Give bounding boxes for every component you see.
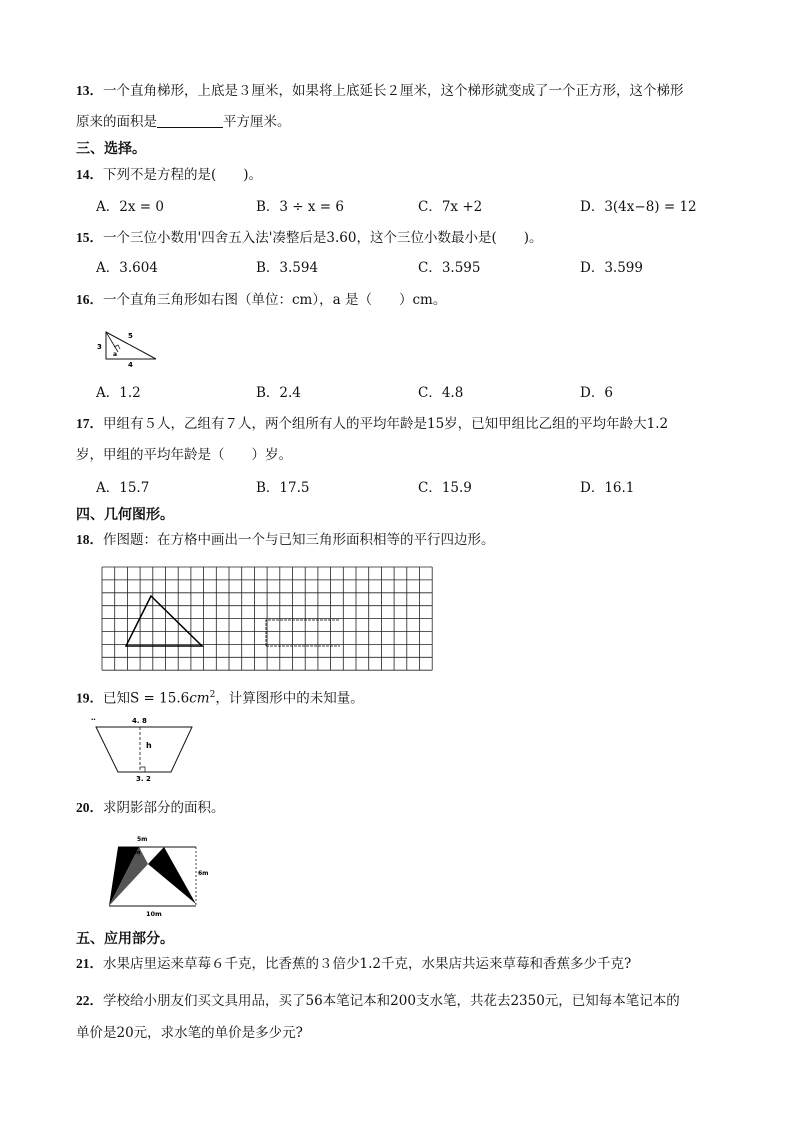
q17-option-b[interactable]: B．17.5 xyxy=(256,480,310,496)
q15-option-b[interactable]: B．3.594 xyxy=(256,260,319,276)
q16-option-b[interactable]: B．2.4 xyxy=(256,385,301,401)
q14-option-b[interactable]: B．3 ÷ x = 6 xyxy=(256,199,345,215)
q17-option-a[interactable]: A．15.7 xyxy=(96,480,150,496)
q14-number: 14． xyxy=(76,167,103,182)
q16-label-left: 3 xyxy=(97,343,102,351)
q16-option-d[interactable]: D．6 xyxy=(580,385,613,401)
q13-line2: 原来的面积是 平方厘米。 xyxy=(76,114,291,130)
section-5-heading: 五、应用部分。 xyxy=(76,931,174,947)
q19-label-bottom: 3. 2 xyxy=(136,775,151,783)
q15-number: 15． xyxy=(76,230,103,245)
q19-trapezoid-figure xyxy=(88,714,198,784)
section-3-heading: 三、选择。 xyxy=(76,141,146,157)
q16-stem: 16．一个直角三角形如右图（单位：cm），a 是（ ）cm。 xyxy=(76,292,447,308)
section-4-heading: 四、几何图形。 xyxy=(76,507,174,523)
q20-number: 20． xyxy=(76,800,103,815)
q16-triangle-figure xyxy=(90,326,170,368)
q19-label-h: h xyxy=(146,741,152,750)
q19-label-top: 4. 8 xyxy=(132,717,147,725)
q17-line1: 17．甲组有５人，乙组有７人，两个组所有人的平均年龄是15岁，已知甲组比乙组的平均年龄大1.2 xyxy=(76,416,669,432)
q17-number: 17． xyxy=(76,416,103,431)
q21-stem: 21．水果店里运来草莓６千克，比香蕉的３倍少1.2千克，水果店共运来草莓和香蕉多少千克? xyxy=(76,956,632,972)
q14-stem: 14．下列不是方程的是( )。 xyxy=(76,167,263,183)
q20-label-inner: 2m xyxy=(131,850,141,856)
q20-shaded-figure xyxy=(104,832,216,920)
q18-dashed-guide xyxy=(266,620,340,646)
q19-corner-mark: ‥ xyxy=(91,714,96,722)
q22-line2: 单价是20元，求水笔的单价是多少元? xyxy=(76,1025,303,1041)
q14-option-c[interactable]: C．7x +2 xyxy=(418,199,483,215)
q20-stem: 20．求阴影部分的面积。 xyxy=(76,800,225,816)
q17-line2: 岁，甲组的平均年龄是（ ）岁。 xyxy=(76,447,292,463)
q13-answer-blank[interactable] xyxy=(157,113,223,128)
q19-number: 19． xyxy=(76,690,103,706)
q17-option-c[interactable]: C．15.9 xyxy=(418,480,472,496)
q13-line1: 13．一个直角梯形，上底是３厘米，如果将上底延长２厘米，这个梯形就变成了一个正方形，这个梯形 xyxy=(76,83,684,99)
q19-stem: 19．已知$S = 15.6cm^2$，计算图形中的未知量。 xyxy=(76,690,364,707)
q22-line1: 22．学校给小朋友们买文具用品，买了56本笔记本和200支水笔，共花去2350元，已知每本笔记本的 xyxy=(76,993,680,1009)
q20-label-bottom: 10m xyxy=(146,910,162,918)
q14-option-d[interactable]: D．3(4x−8) = 12 xyxy=(580,199,697,215)
q14-option-a[interactable]: A．2x = 0 xyxy=(96,199,164,215)
q15-stem: 15．一个三位小数用'四舍五入法'凑整后是3.60，这个三位小数最小是( )。 xyxy=(76,230,543,246)
q16-number: 16． xyxy=(76,292,103,307)
q20-label-right: 6m xyxy=(198,870,209,877)
q15-option-d[interactable]: D．3.599 xyxy=(580,260,643,276)
q15-option-c[interactable]: C．3.595 xyxy=(418,260,481,276)
q22-number: 22． xyxy=(76,993,103,1008)
q17-option-d[interactable]: D．16.1 xyxy=(580,480,635,496)
q18-number: 18． xyxy=(76,532,103,547)
q16-label-bottom: 4 xyxy=(128,361,133,369)
q16-label-a: a xyxy=(113,351,118,358)
q16-label-top: 5 xyxy=(128,332,133,340)
q16-option-a[interactable]: A．1.2 xyxy=(96,385,141,401)
q18-grid[interactable] xyxy=(100,566,434,671)
q18-stem: 18．作图题：在方格中画出一个与已知三角形面积相等的平行四边形。 xyxy=(76,532,495,548)
q13-number: 13． xyxy=(76,83,103,98)
q20-label-top: 5m xyxy=(137,836,148,843)
q21-number: 21． xyxy=(76,956,103,971)
q16-option-c[interactable]: C．4.8 xyxy=(418,385,464,401)
q15-option-a[interactable]: A．3.604 xyxy=(96,260,158,276)
